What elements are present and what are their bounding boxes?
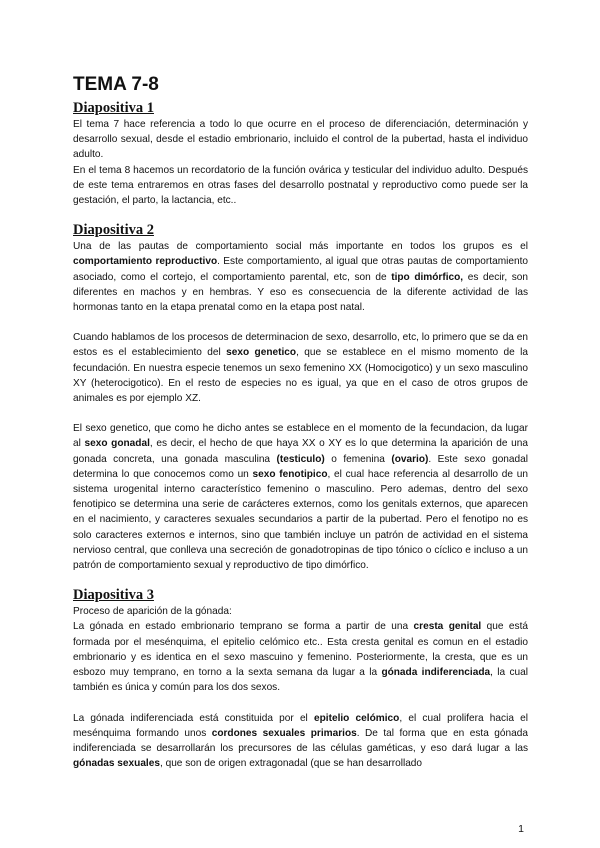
text-run: , el cual prolifera hacia el mesénquima formando unos <box>73 712 529 739</box>
bold-term: tipo dimórfico, <box>391 271 464 283</box>
paragraph <box>73 421 528 573</box>
bold-term: sexo gonadal <box>84 438 150 450</box>
section-diapositiva-2 <box>73 222 528 573</box>
text-run: El tema 7 hace referencia a todo lo que ocurre en el proceso de diferenciación, determinación y desarrollo sexual, desde el estadio embrionario, incluido el control de la pubertad, hasta el individuo adulto. <box>73 119 528 161</box>
text-run: que está formada por el mesénquima, el epitelio celómico etc.. Esta cresta genital es comun en el estadio embrionario y es identica en el sexo mascuino y femenino. Posteriormente, la cresta, que es un esbozo muy temprano, en torno a la sexta semana da lugar a la <box>73 621 529 679</box>
text-run: Proceso de aparición de la gónada: <box>73 606 232 618</box>
text-run: , el cual hace referencia al desarrollo de un sistema urogenital interno característico femenino o masculino. Pero ademas, dentro del sexo fenotipico se determina una serie de carácteres externos, como los genitals externos, que aparecen en el nacimiento, y caracteres sexuales secundarios a partir de la pubertad. Pero el fenotipo no es solo caracteres externos e internos, sino que también incluye un patrón de actividad en el sistema nervioso central, que conlleva una secreción de gonadotropinas de tipo tónico o cíclico e incluso a un patrón de comportamiento sexual y reproductivo de tipo dimórfico. <box>73 468 528 572</box>
paragraph <box>73 330 528 406</box>
bold-term: sexo genetico <box>226 347 297 359</box>
document-title: TEMA 7-8 <box>73 74 159 95</box>
bold-term: (testiculo) <box>276 453 325 465</box>
bold-term: comportamiento reproductivo <box>73 256 218 268</box>
text-run: , que son de origen extragonadal (que se han desarrollado <box>159 758 423 770</box>
paragraph <box>73 711 528 772</box>
section-diapositiva-1 <box>73 100 528 208</box>
paragraph <box>73 239 528 315</box>
text-run: . De tal forma que en esta gónada indiferenciada se desarrollarán los precursores de las células gaméticas, y eso dará lugar a las <box>73 727 528 754</box>
text-run: Una de las pautas de comportamiento social más importante en todos los grupos es el <box>73 241 528 253</box>
text-run: o femenina <box>324 453 392 465</box>
document-body <box>73 74 528 785</box>
text-run: . Este sexo gonadal determina lo que conocemos como un <box>73 453 529 480</box>
text-run: , es decir, el hecho de que haya XX o XY es lo que determina la aparición de una gonada concreta, una gonada masculina <box>73 438 528 465</box>
text-run: . Este comportamiento, al igual que otras pautas de comportamiento asociado, como el cortejo, el comportamiento parental, etc, son de <box>73 256 528 283</box>
bold-term: (ovario) <box>391 453 429 465</box>
text-run: es decir, son diferentes en machos y en hembras. Y eso es consecuencia de la diferente actividad de las hormonas tanto en la etapa prenatal como en la etapa post natal. <box>73 271 529 314</box>
page-number: 1 <box>518 823 524 835</box>
paragraph <box>73 163 528 209</box>
bold-term: gónada indiferenciada <box>381 667 491 679</box>
text-run: , que se establece en el mismo momento de la fecundación. En nuestra especie tenemos un sexo femenino XX (Homocigotico) y un sexo masculino XY (heterocigotico). En el resto de especies no es igual, ya que en el caso de otros grupos de animales es por ejemplo XZ. <box>73 347 528 405</box>
bold-term: cordones sexuales primarios <box>211 727 357 739</box>
paragraph <box>73 117 528 163</box>
bold-term: cresta genital <box>413 621 482 633</box>
paragraph <box>73 604 528 619</box>
section-heading: Diapositiva 2 <box>73 222 154 239</box>
section-heading: Diapositiva 1 <box>73 100 154 116</box>
text-run: La gónada en estado embrionario temprano se forma a partir de una <box>73 621 414 633</box>
section-diapositiva-3 <box>73 587 528 771</box>
section-heading: Diapositiva 3 <box>73 587 154 604</box>
text-run: , la cual también es única y común para los dos sexos. <box>73 667 528 694</box>
bold-term: epitelio celómico <box>314 712 400 724</box>
bold-term: sexo fenotipico <box>252 468 328 480</box>
paragraph <box>73 619 528 695</box>
text-run: Cuando hablamos de los procesos de determinacion de sexo, desarrollo, etc, lo primero que se da en estos es el establecimiento del <box>73 332 528 359</box>
text-run: La gónada indiferenciada está constituida por el <box>73 712 315 724</box>
bold-term: gónadas sexuales <box>73 758 160 770</box>
text-run: El sexo genetico, que como he dicho antes se establece en el momento de la fecundacion, da lugar al <box>73 423 528 450</box>
text-run: En el tema 8 hacemos un recordatorio de la función ovárica y testicular del individuo adulto. Después de este tema entraremos en otras fases del desarrollo postnatal y reproductivo como puede ser la gestación, el parto, la lactancia, etc.. <box>73 164 528 207</box>
